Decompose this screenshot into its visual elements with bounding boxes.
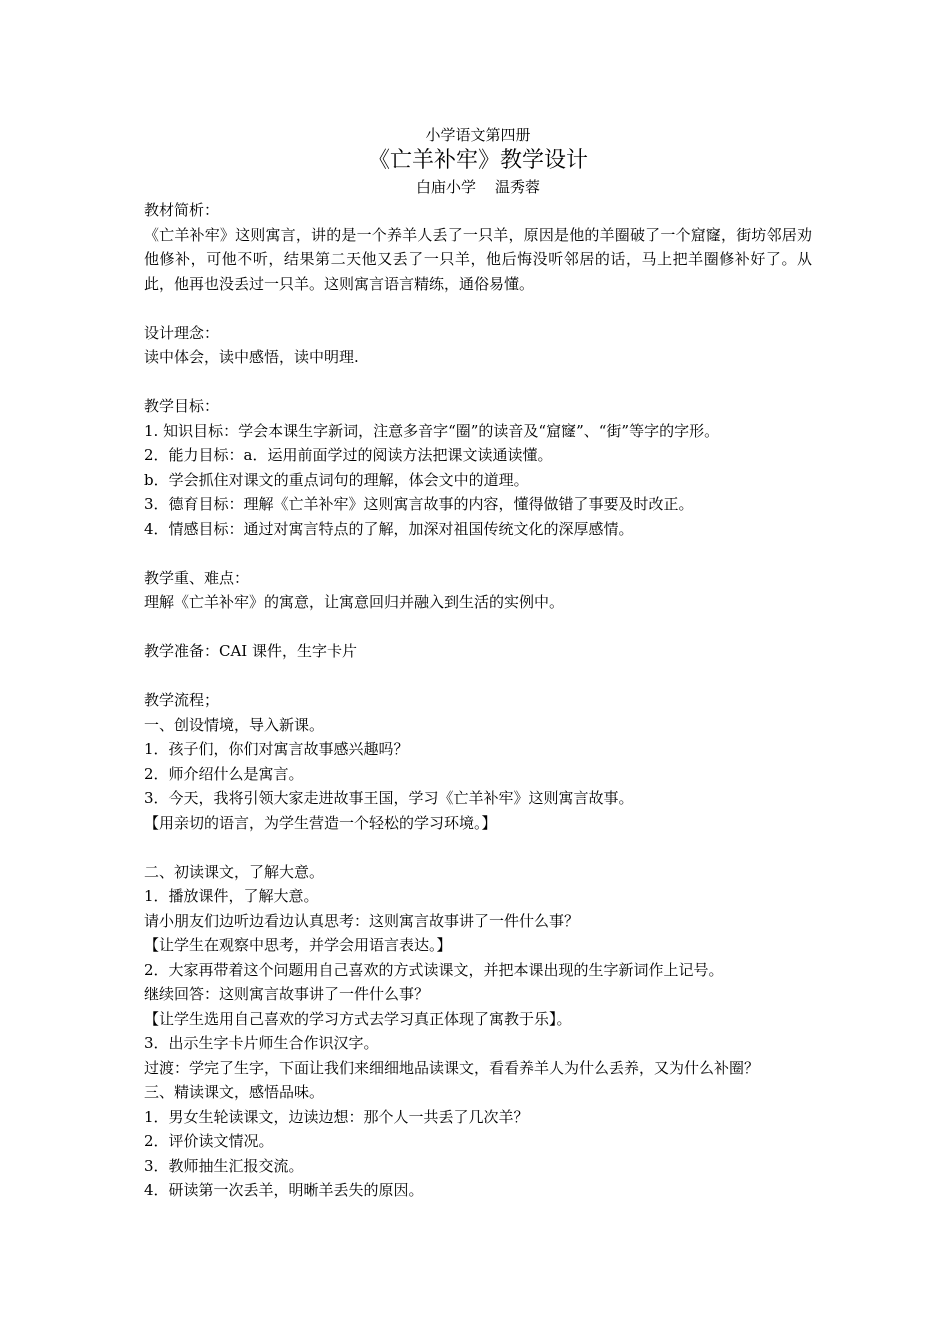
section-text: 理解《亡羊补牢》的寓意，让寓意回归并融入到生活的实例中。 (144, 593, 565, 611)
section-heading: 教学流程； (144, 691, 220, 709)
process-line: 2．大家再带着这个问题用自己喜欢的方式读课文，并把本课出现的生字新词作上记号。 (144, 960, 724, 979)
goal-item: 3．德育目标：理解《亡羊补牢》这则寓言故事的内容，懂得做错了事要及时改正。 (144, 495, 694, 513)
goal-item: 1. 知识目标：学会本课生字新词，注意多音字“圈”的读音及“窟窿”、“街”等字的字形。 (144, 421, 720, 440)
process-line: 1．孩子们，你们对寓言故事感兴趣吗？ (144, 740, 409, 758)
process-line: 1．男女生轮读课文，边读边想：那个人一共丢了几次羊？ (144, 1107, 529, 1126)
blank-line (144, 296, 812, 321)
section-heading: 设计理念： (144, 323, 220, 342)
section-heading: 教学目标： (144, 397, 220, 415)
goal-item: 2．能力目标：a．运用前面学过的阅读方法把课文读通读懂。 (144, 446, 553, 464)
goal-item: 4．情感目标：通过对寓言特点的了解，加深对祖国传统文化的深厚感情。 (144, 519, 634, 538)
process-line: 过渡：学完了生字，下面让我们来细细地品读课文，看看养羊人为什么丢养，又为什么补圈？ (144, 1058, 760, 1077)
section-heading: 教材简析： (144, 201, 220, 219)
process-line: 3．出示生字卡片师生合作识汉字。 (144, 1034, 379, 1052)
section-heading: 教学重、难点： (144, 568, 250, 587)
process-line: 继续回答：这则寓言故事讲了一件什么事？ (144, 985, 430, 1003)
process-line: 一、创设情境，导入新课。 (144, 715, 325, 734)
section-key-points (144, 566, 812, 615)
blank-line (144, 835, 812, 860)
document-page (144, 124, 812, 1203)
document-title: 《亡羊补牢》教学设计 (367, 148, 588, 173)
textbook-series: 小学语文第四册 (425, 126, 531, 144)
process-line: 请小朋友们边听边看边认真思考：这则寓言故事讲了一件什么事？ (144, 911, 580, 930)
section-text: 读中体会，读中感悟，读中明理. (144, 348, 359, 366)
blank-line (144, 664, 812, 689)
process-line: 三、精读课文，感悟品味。 (144, 1083, 325, 1101)
process-line: 3．教师抽生汇报交流。 (144, 1156, 304, 1175)
process-line: 2．师介绍什么是寓言。 (144, 764, 304, 783)
section-material (144, 198, 812, 296)
section-goals (144, 394, 812, 541)
blank-line (144, 541, 812, 566)
process-line: 3．今天，我将引领大家走进故事王国，学习《亡羊补牢》这则寓言故事。 (144, 789, 634, 807)
process-line: 【让学生在观察中思考，并学会用语言表达。】 (144, 936, 452, 954)
process-line: 1．播放课件，了解大意。 (144, 887, 319, 905)
process-line: 2．评价读文情况。 (144, 1132, 274, 1150)
author-line: 白庙小学 温秀蓉 (415, 178, 541, 196)
blank-line (144, 615, 812, 640)
process-line: 二、初读课文，了解大意。 (144, 862, 325, 881)
blank-line (144, 370, 812, 395)
goal-item: b．学会抓住对课文的重点词句的理解，体会文中的道理。 (144, 470, 529, 489)
document-header (144, 124, 812, 198)
section-text: 教学准备：CAI 课件，生字卡片 (144, 642, 358, 660)
section-preparation (144, 639, 812, 664)
process-line: 4．研读第一次丢羊，明晰羊丢失的原因。 (144, 1181, 424, 1199)
section-process (144, 688, 812, 1203)
section-concept (144, 321, 812, 370)
section-text: 《亡羊补牢》这则寓言，讲的是一个养羊人丢了一只羊，原因是他的羊圈破了一个窟窿，街坊邻居劝他修补，可他不听，结果第二天他又丢了一只羊，他后悔没听邻居的话，马上把羊圈修补好了。从此，他再也没丢过一只羊。这则寓言语言精练，通俗易懂。 (144, 225, 812, 293)
process-line: 【用亲切的语言，为学生营造一个轻松的学习环境。】 (144, 813, 497, 832)
process-line: 【让学生选用自己喜欢的学习方式去学习真正体现了寓教于乐】。 (144, 1009, 572, 1028)
